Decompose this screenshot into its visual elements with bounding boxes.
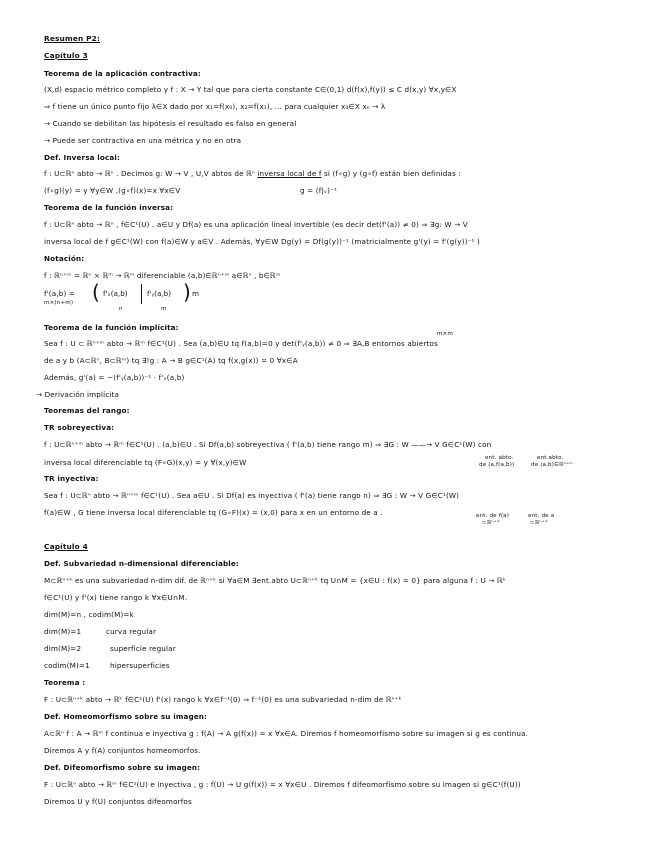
local-inverse-line-1 [44,169,461,178]
inj-v-annotation: ent. de a [528,513,555,519]
implicit-line-4: → Derivación implícita [36,390,120,399]
matrix-right-paren: ) [183,280,191,304]
homeomorphism-line-2: Diremos A y f(A) conjuntos homeomorfos. [44,746,201,755]
local-inverse-term: inversa local de f [257,169,322,178]
implicit-line-1: Sea f : U ⊂ ℝⁿ⁺ᵐ abto → ℝᵐ f∈C¹(U) . Sea (a,b)∈U tq f(a,b)=0 y det(f'ᵧ(a,b)) ≠ 0 ⇒ ∃A,B entornos abiertos [44,339,438,348]
local-inverse-line-2: (f∘g)(y) = y ∀y∈W ,(g∘f)(x)=x ∀x∈V [44,186,181,195]
inj-w-annotation: ent. de f(a) [476,513,510,519]
jacobian-dimensions: m×(n+m) [44,300,74,306]
implicit-line-2: de a y b (A⊂ℝⁿ, B⊂ℝᵐ) tq ∃!g : A → B g∈C¹(A) tq f(x,g(x)) = 0 ∀x∈A [44,356,298,365]
rank-injective-line-2: f(a)∈W , G tiene inversa local diferenciable tq (G∘F)(x) = (x,0) para x en un entorno de a . [44,508,383,517]
local-inverse-text-c: si (f∘g) y (g∘f) están bien definidas : [323,169,461,178]
diffeomorphism-heading: Def. Difeomorfismo sobre su imagen: [44,763,201,772]
submanifold-line-1: M⊂ℝⁿ⁺ᵏ es una subvariedad n-dim dif. de ℝⁿ⁺ᵏ si ∀a∈M ∃ent.abto U⊂ℝⁿ⁺ᵏ tq U∩M = {x∈U : f(x) = 0} para alguna f : U → ℝᵏ [44,576,507,585]
implicit-mxm-annotation: m×m [437,331,454,337]
matrix-col-n: n [119,306,123,312]
surj-w-annotation: ent. abto. [485,455,514,461]
chapter-3-heading: Capítulo 3 [44,51,88,60]
matrix-left-paren: ( [92,280,100,304]
matrix-row-count: m [192,289,200,298]
rank-theorems-heading: Teoremas del rango: [44,406,130,415]
inverse-function-line-1: f : U⊂ℝⁿ abto → ℝⁿ , f∈C¹(U) . a∈U y Df(a) es una aplicación lineal invertible (es decir det(f'(a)) ≠ 0) ⇒ ∃g: W → V [44,220,468,229]
local-inverse-g-def: g = (f|ᵥ)⁻¹ [300,186,338,195]
matrix-separator [141,284,142,304]
rank-injective-line-1: Sea f : U⊂ℝⁿ abto → ℝⁿ⁺ᵐ f∈C¹(U) . Sea a∈U . Si Df(a) es inyectiva ( f'(a) tiene rango n) ⇒ ∃G : W → V G∈C¹(W) [44,491,460,500]
local-inverse-heading: Def. Inversa local: [44,153,121,162]
implicit-function-heading: Teorema de la función implícita: [44,323,179,332]
contraction-line-2: ⇒ f tiene un único punto fijo λ∈X dado por x₁=f(x₀), x₂=f(x₁), ... para cualquier x₀∈X xₙ → λ [44,102,386,111]
local-inverse-text-a: f : U⊂ℝⁿ abto → ℝⁿ . Decimos g: W → V , U,V abtos de ℝⁿ [44,169,255,178]
matrix-fx-block: f'ₓ(a,b) [103,289,128,298]
chapter-4-heading: Capítulo 4 [44,542,88,551]
contraction-line-3: → Cuando se debilitan las hipótesis el resultado es falso en general [44,119,297,128]
rank-surjective-line-1: f : U⊂ℝⁿ⁺ᵐ abto → ℝᵐ f∈C¹(U) . (a,b)∈U . Si Df(a,b) sobreyectiva ( f'(a,b) tiene rango m) ⇒ ∃G : W ——→ V G∈C¹(W) con [44,440,492,449]
submanifold-line-2: f∈C¹(U) y f'(x) tiene rango k ∀x∈U∩M. [44,593,188,602]
rank-injective-heading: TR inyectiva: [44,474,99,483]
dim-1-desc: curva regular [106,627,157,636]
theorem-line-1: F : U⊂ℝⁿ⁺ᵏ abto → ℝᵏ f∈C¹(U) f'(x) rango k ∀x∈f⁻¹(0) ⇒ f⁻¹(0) es una subvariedad n-dim de ℝⁿ⁺ᵏ [44,695,402,704]
diffeomorphism-line-1: F : U⊂ℝⁿ abto → ℝᵐ f∈C¹(U) e inyectiva , g : f(U) → U g(f(x)) = x ∀x∈U . Diremos f difeomorfismo sobre su imagen si g∈C¹(f(U)) [44,780,521,789]
inj-w-annotation-2: ⊂ℝⁿ⁺ᵐ [482,520,501,526]
jacobian-lhs: f'(a,b) = [44,289,76,298]
rank-surjective-line-2: inversa local diferenciable tq (F∘G)(x,y) = y ∀(x,y)∈W [44,458,247,467]
contraction-theorem-heading: Teorema de la aplicación contractiva: [44,69,201,78]
submanifold-heading: Def. Subvariedad n-dimensional diferenciable: [44,559,239,568]
inverse-function-heading: Teorema de la función inversa: [44,203,174,212]
dim-1-label: dim(M)=1 [44,627,82,636]
theorem-heading: Teorema : [44,678,86,687]
surj-v-annotation-2: de (a,b)∈ℝⁿ⁺ᵐ [531,462,573,468]
rank-surjective-heading: TR sobreyectiva: [44,423,115,432]
notation-heading: Notación: [44,254,85,263]
codim-1-desc: hipersuperficies [110,661,170,670]
matrix-fy-block: f'ᵧ(a,b) [147,289,172,298]
dim-2-label: dim(M)=2 [44,644,82,653]
contraction-line-4: → Puede ser contractiva en una métrica y no en otra [44,136,242,145]
contraction-line-1: (X,d) espacio métrico completo y f : X → Y tal que para cierta constante C∈(0,1) d(f(x),f(y)) ≤ C d(x,y) ∀x,y∈X [44,85,457,94]
implicit-line-3: Además, g'(a) = −(f'ᵧ(a,b))⁻¹ · f'ₓ(a,b) [44,373,185,382]
homeomorphism-line-1: A⊂ℝⁿ f : A → ℝᵐ f continua e inyectiva g : f(A) → A g(f(x)) = x ∀x∈A. Diremos f homeomorfismo sobre su imagen si g es continua. [44,729,529,738]
submanifold-line-3: dim(M)=n , codim(M)=k [44,610,134,619]
notation-line-1: f : ℝⁿ⁺ᵐ = ℝⁿ × ℝᵐ → ℝᵐ diferenciable (a,b)∈ℝⁿ⁺ᵐ a∈ℝⁿ , b∈ℝᵐ [44,271,281,280]
codim-1-label: codim(M)=1 [44,661,90,670]
diffeomorphism-line-2: Diremos U y f(U) conjuntos difeomorfos [44,797,192,806]
page-title: Resumen P2: [44,34,101,43]
inverse-function-line-2: inversa local de f g∈C¹(W) con f(a)∈W y a∈V . Además, ∀y∈W Dg(y) = Df(g(y))⁻¹ (matricialmente g'(y) = f'(g(y))⁻¹ ) [44,237,480,246]
inj-v-annotation-2: ⊂ℝⁿ⁺ᵐ [530,520,549,526]
matrix-col-m: m [161,306,167,312]
homeomorphism-heading: Def. Homeomorfismo sobre su imagen: [44,712,208,721]
surj-w-annotation-2: de (a,f(a,b)) [479,462,515,468]
surj-v-annotation: ent.abto. [537,455,564,461]
dim-2-desc: superficie regular [110,644,176,653]
